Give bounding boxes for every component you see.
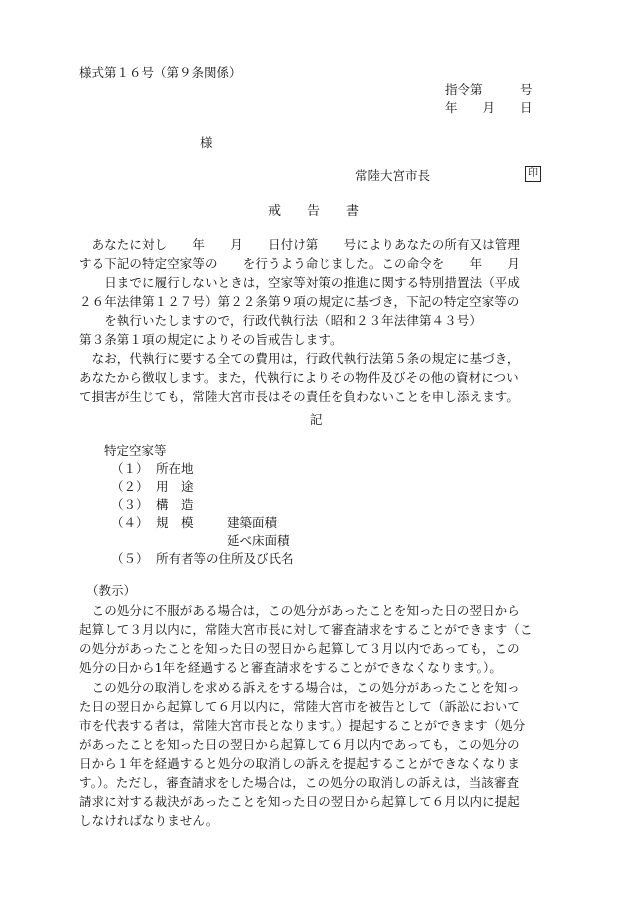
property-item-num: （１） (111, 461, 149, 476)
document-title: 戒 告 書 (268, 204, 360, 219)
property-heading: 特定空家等 (104, 443, 167, 458)
property-item-label: 所有者等の住所及び氏名 (156, 551, 294, 566)
property-item-num: （５） (111, 551, 149, 566)
property-item-num: （４） (111, 515, 149, 530)
notice-heading: （教示） (86, 583, 137, 598)
seal-icon: 印 (525, 166, 541, 182)
building-area-label: 建築面積 (227, 515, 278, 530)
floor-area-label: 延べ床面積 (227, 533, 290, 548)
body-paragraph-2: なお，代執行に要する全ての費用は，行政代執行法第５条の規定に基づき， あなたから徴収します。また，代執行によりその物件及びその他の資材につい て損害が生じても，常陸大宮市長はその責任を負わないことを申し添えます。 (79, 351, 520, 404)
property-item-num: （３） (111, 497, 149, 512)
date-line: 年 月 日 (445, 100, 533, 115)
directive-number: 指令第 号 (445, 82, 533, 97)
body-paragraph-1: あなたに対し 年 月 日付け第 号によりあなたの所有又は管理 する下記の特定空家等の を行うよう命じました。この命令を 年 月 日までに履行しないときは，空家等対策の推進に関する特別措置法（平成 ２６年法律第１２７号）第２２条第９項の規定に基づき，下記の特定空家等の を執行いたしますので，行政代執行法（昭和２３年法律第４３号） 第３条第１項の規定によりその旨戒告します。 (79, 237, 521, 347)
ki-heading: 記 (310, 412, 323, 427)
addressee-suffix: 様 (200, 135, 213, 150)
notice-paragraph-2: この処分の取消しを求める訴えをする場合は，この処分があったことを知っ た日の翌日から起算して６月以内に，常陸大宮市を被告として（訴訟において 市を代表する者は，常陸大宮市長となります。）提起することができます（処分 があったことを知った日の翌日から起算して６月以内であっても，この処分の 日から１年を経過すると処分の取消しの訴えを提起することができなくなりま す。）。ただし，審査請求をした場合は，この処分の取消しの訴えは，当該審査 請求に対する裁決があったことを知った日の翌日から起算して６月以内に提起 しなければなりません。 (79, 680, 526, 828)
property-item-label: 用 途 (156, 479, 194, 494)
property-item-num: （２） (111, 479, 149, 494)
issuer-name: 常陸大宮市長 (355, 168, 431, 183)
property-item-label: 規 模 (156, 515, 194, 530)
notice-paragraph-1: この処分に不服がある場合は，この処分があったことを知った日の翌日から 起算して３月以内に，常陸大宮市長に対して審査請求をすることができます（こ の処分があったことを知った日の翌日から起算して３月以内であっても，この 処分の日から1年を経過すると審査請求をすることができなくなります。）。 (79, 603, 533, 675)
property-item-label: 構 造 (156, 497, 194, 512)
form-label: 様式第１６号（第９条関係） (79, 65, 242, 80)
property-item-label: 所在地 (156, 461, 194, 476)
